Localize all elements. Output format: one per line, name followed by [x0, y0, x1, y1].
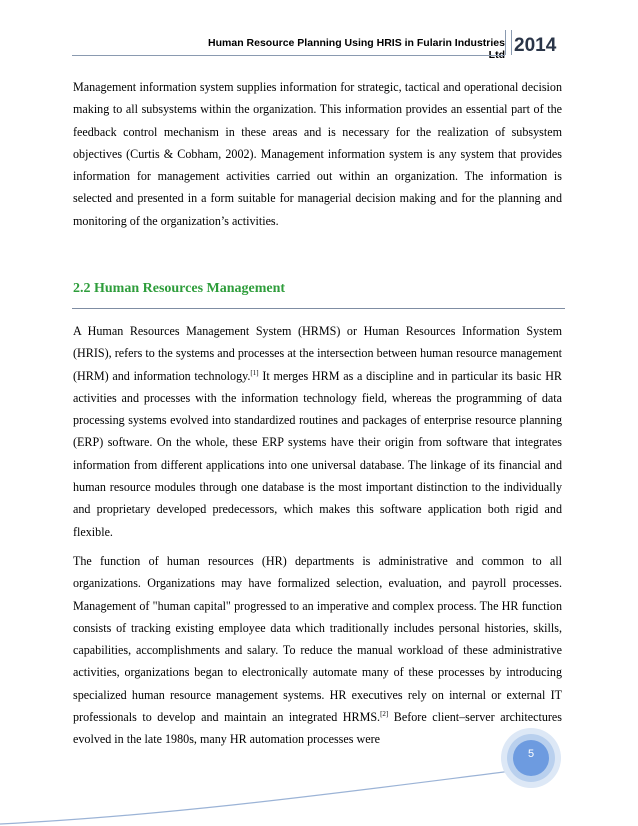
paragraph-hrms-text-1: A Human Resources Management System (HRMS) or Human Resources Information System (HRIS), refers to the systems and processes at the intersection between human resource management (HRM) and information technology.	[73, 324, 562, 383]
header-rule	[72, 55, 505, 56]
paragraph-hrms-text-2: It merges HRM as a discipline and in particular its basic HR activities and processes with the information technology field, whereas the programming of data processing systems evolved into standardized routines and packages of enterprise resource planning (ERP) software. On the whole, these ERP systems have their origin from software that integrates information from different applications into one universal database. The linkage of its financial and human resource modules through one database is the most important distinction to the individually and proprietary developed predecessors, which makes this software application both rigid and flexible.	[73, 368, 562, 539]
citation-ref-1[interactable]: [1]	[250, 368, 259, 377]
footer-decoration	[0, 720, 638, 826]
header-title: Human Resource Planning Using HRIS in Fularin Industries Ltd	[208, 37, 505, 61]
section-heading: 2.2 Human Resources Management	[73, 281, 286, 296]
paragraph-hr-function-text-1: The function of human resources (HR) departments is administrative and common to all organizations. Organizations may have formalized selection, evaluation, and payroll processes. Management of "human capital" progressed to an imperative and complex process. The HR function consists of tracking existing employee data which traditionally includes personal histories, skills, capabilities, accomplishments and salary. To reduce the manual workload of these administrative activities, organizations began to electronically automate many of these processes by introducing specialized human resource management systems. HR executives rely on internal or external IT professionals to develop and maintain an integrated HRMS.	[73, 554, 562, 725]
paragraph-mis: Management information system supplies information for strategic, tactical and operational decision making to all subsystems within the organization. This information provides an essential part of the feedback control mechanism in these areas and is necessary for the realization of subsystem objectives (Curtis & Cobham, 2002). Management information system is any system that provides information for management activities carried out within an organization. The information is selected and presented in a form suitable for managerial decision making and for the planning and monitoring of the organization’s activities.	[73, 80, 562, 228]
paragraph-hr-function-text-2: Before client–server architectures evolved in the late 1980s, many HR automation processes were	[73, 710, 562, 747]
page-number: 5	[527, 748, 535, 760]
footer-curve	[0, 770, 520, 824]
citation-ref-2[interactable]: [2]	[380, 710, 389, 719]
section-heading-rule	[72, 308, 565, 309]
header-divider	[505, 30, 506, 55]
header-year: 2014	[514, 35, 557, 56]
paragraph-hrms	[73, 320, 562, 543]
header-divider-inner	[511, 30, 512, 55]
